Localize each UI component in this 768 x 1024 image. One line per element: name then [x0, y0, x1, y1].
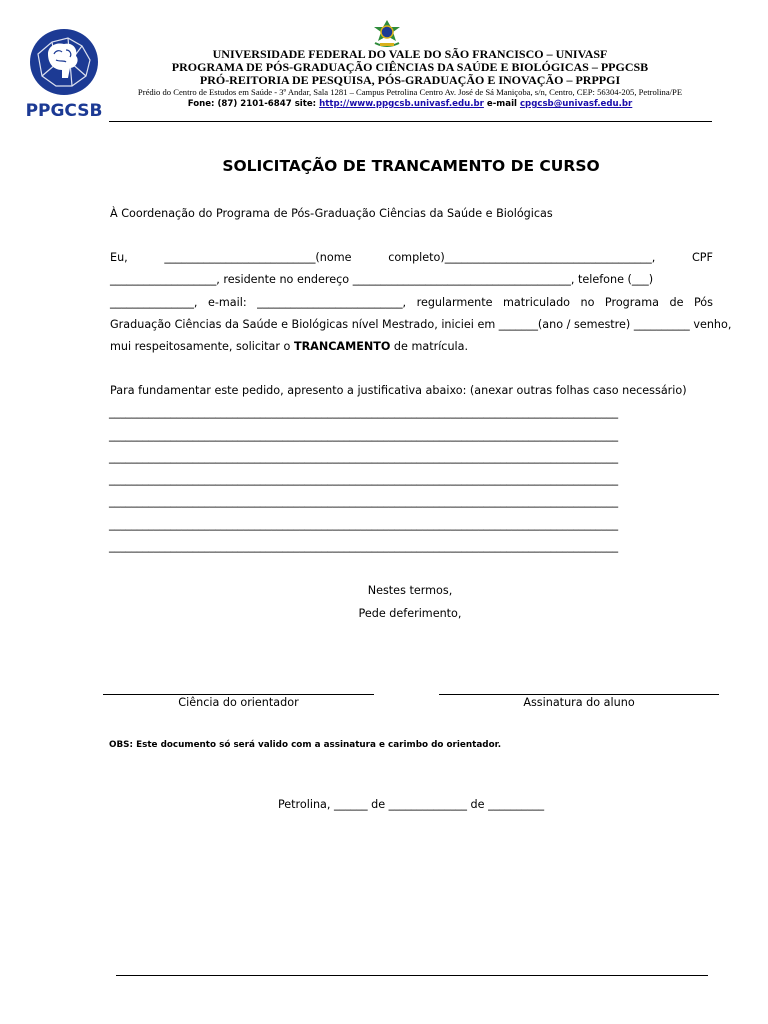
address: Prédio do Centro de Estudos em Saúde - 3º Andar, Sala 1281 – Campus Petrolina Centro Av. José de Sá Maniçoba, s/n, Centro, CEP: 56304-205, Petrolina/PE	[137, 87, 683, 97]
justification-line-4: ___________________________________________________________________________________________	[109, 473, 619, 486]
body-line-3: _______________, e-mail: __________________________, regularmente matriculado no Programa de Pós	[110, 296, 713, 309]
closing-line-2: Pede deferimento,	[358, 607, 462, 620]
justification-line-5: ___________________________________________________________________________________________	[109, 495, 619, 508]
justification-line-3: ___________________________________________________________________________________________	[109, 451, 619, 464]
advisor-signature-line	[103, 694, 374, 695]
body-line-1: Eu, ___________________________(nome completo)_____________________________________, CPF	[110, 251, 713, 264]
justification-line-7: ___________________________________________________________________________________________	[109, 540, 619, 553]
justification-line-1: ___________________________________________________________________________________________	[109, 406, 619, 419]
trancamento-emphasis: TRANCAMENTO	[293, 340, 391, 353]
document-title: SOLICITAÇÃO DE TRANCAMENTO DE CURSO	[222, 157, 600, 175]
site-link[interactable]: http://www.ppgcsb.univasf.edu.br	[319, 99, 484, 109]
justification-line-6: ___________________________________________________________________________________________	[109, 518, 619, 531]
email-link[interactable]: cpgcsb@univasf.edu.br	[519, 99, 633, 109]
contact-line	[110, 99, 710, 110]
ppgcsb-logo	[18, 24, 110, 122]
justification-label: Para fundamentar este pedido, apresento a justificativa abaixo: (anexar outras folhas caso necessário)	[110, 384, 687, 397]
pro-rectory-name: PRÓ-REITORIA DE PESQUISA, PÓS-GRADUAÇÃO E INOVAÇÃO – PRPPGI	[199, 73, 621, 87]
body-line-4: Graduação Ciências da Saúde e Biológicas nível Mestrado, iniciei em _______(ano / semestre) __________ venho,	[110, 318, 732, 331]
email-label: e-mail	[483, 99, 520, 109]
header-divider	[109, 121, 712, 122]
date-line: Petrolina, ______ de ______________ de __________	[277, 798, 545, 811]
logo-text: PPGCSB	[25, 101, 103, 121]
advisor-signature-label: Ciência do orientador	[178, 696, 299, 709]
phone-text: Fone: (87) 2101-6847 site:	[187, 99, 320, 109]
addressee: À Coordenação do Programa de Pós-Graduação Ciências da Saúde e Biológicas	[110, 207, 553, 220]
student-signature-line	[439, 694, 719, 695]
body-line-5: mui respeitosamente, solicitar o TRANCAMENTO de matrícula.	[110, 340, 469, 353]
closing-line-1: Nestes termos,	[367, 584, 453, 597]
student-signature-label: Assinatura do aluno	[523, 696, 635, 709]
university-name: UNIVERSIDADE FEDERAL DO VALE DO SÃO FRANCISCO – UNIVASF	[212, 47, 608, 61]
obs-note: OBS: Este documento só será valido com a assinatura e carimbo do orientador.	[109, 740, 502, 750]
footer-divider	[116, 975, 708, 976]
justification-line-2: ___________________________________________________________________________________________	[109, 429, 619, 442]
coat-of-arms-emblem	[370, 19, 404, 49]
body-line-2: ___________________, residente no endereço _______________________________________, telefone (___)	[110, 273, 654, 286]
program-name: PROGRAMA DE PÓS-GRADUAÇÃO CIÊNCIAS DA SAÚDE E BIOLÓGICAS – PPGCSB	[171, 60, 649, 74]
